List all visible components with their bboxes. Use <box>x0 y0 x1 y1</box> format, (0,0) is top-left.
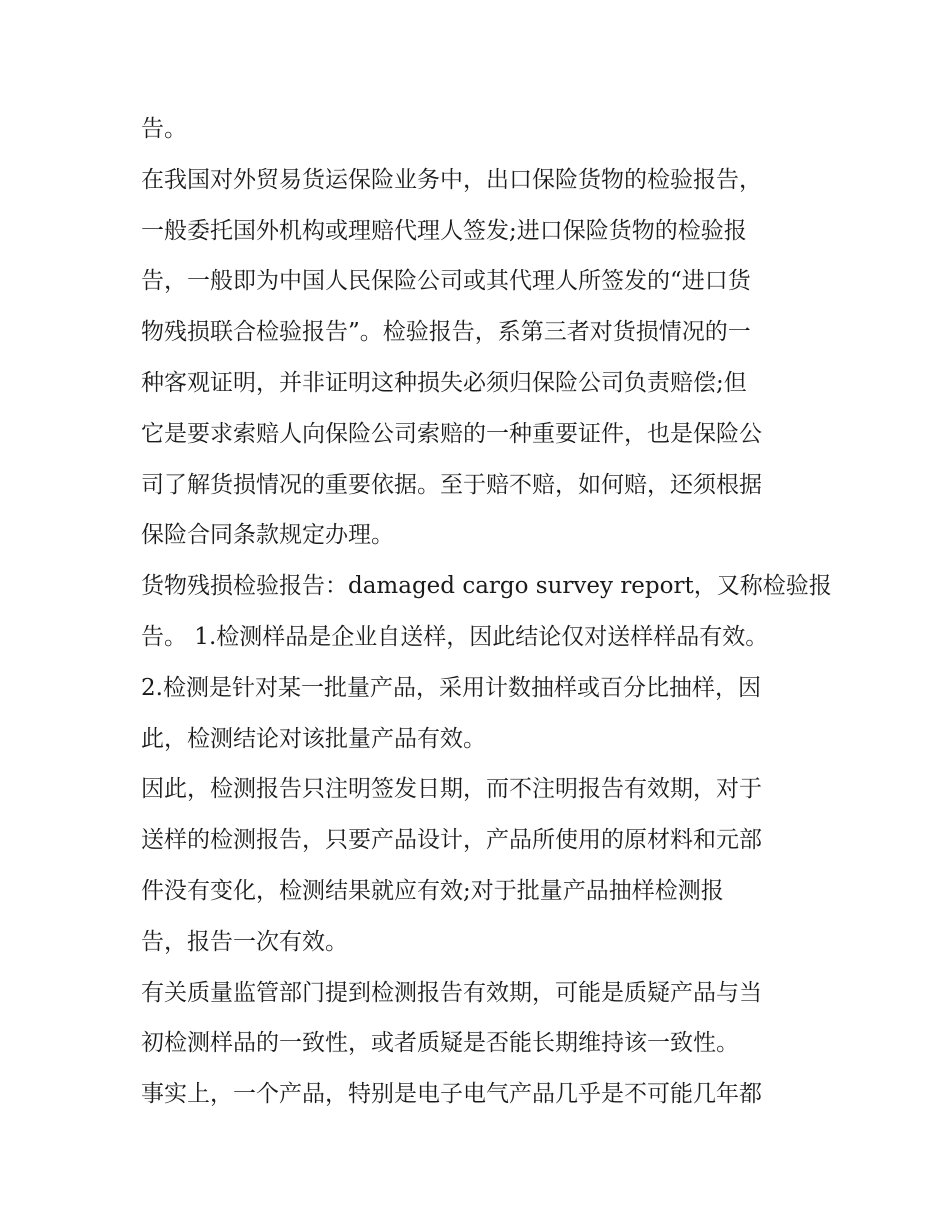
text-line-13: 此，检测结论对该批量产品有效。 <box>141 725 486 752</box>
text-line-1: 告。 <box>141 116 187 142</box>
text-line-14: 因此，检测报告只注明签发日期，而不注明报告有效期，对于 <box>141 776 762 803</box>
text-line-7: 它是要求索赔人向保险公司索赔的一种重要证件，也是保险公 <box>141 420 762 447</box>
text-line-8: 司了解货损情况的重要依据。至于赔不赔，如何赔，还须根据 <box>141 471 762 498</box>
text-line-19: 初检测样品的一致性，或者质疑是否能长期维持该一致性。 <box>141 1030 739 1057</box>
text-line-16: 件没有变化，检测结果就应有效;对于批量产品抽样检测报 <box>141 877 724 904</box>
text-line-18: 有关质量监管部门提到检测报告有效期，可能是质疑产品与当 <box>141 979 762 1006</box>
text-line-3: 一般委托国外机构或理赔代理人签发;进口保险货物的检验报 <box>141 217 747 244</box>
text-line-5: 物残损联合检验报告”。检验报告，系第三者对货损情况的一 <box>141 319 751 346</box>
text-line-20: 事实上，一个产品，特别是电子电气产品几乎是不可能几年都 <box>141 1081 762 1108</box>
text-line-6: 种客观证明，并非证明这种损失必须归保险公司负责赔偿;但 <box>141 369 747 396</box>
text-line-4: 告，一般即为中国人民保险公司或其代理人所签发的“进口货 <box>141 268 751 295</box>
text-line-10: 货物残损检验报告：damaged cargo survey report，又称检验报 <box>141 573 832 600</box>
text-line-12: 2.检测是针对某一批量产品，采用计数抽样或百分比抽样，因 <box>141 674 761 701</box>
document-body <box>141 104 832 1120</box>
text-line-11: 告。 1.检测样品是企业自送样，因此结论仅对送样样品有效。 <box>141 623 769 650</box>
text-line-15: 送样的检测报告，只要产品设计，产品所使用的原材料和元部 <box>141 827 762 854</box>
text-line-17: 告，报告一次有效。 <box>141 928 348 955</box>
text-line-2: 在我国对外贸易货运保险业务中，出口保险货物的检验报告， <box>141 166 762 193</box>
text-line-9: 保险合同条款规定办理。 <box>141 522 394 549</box>
